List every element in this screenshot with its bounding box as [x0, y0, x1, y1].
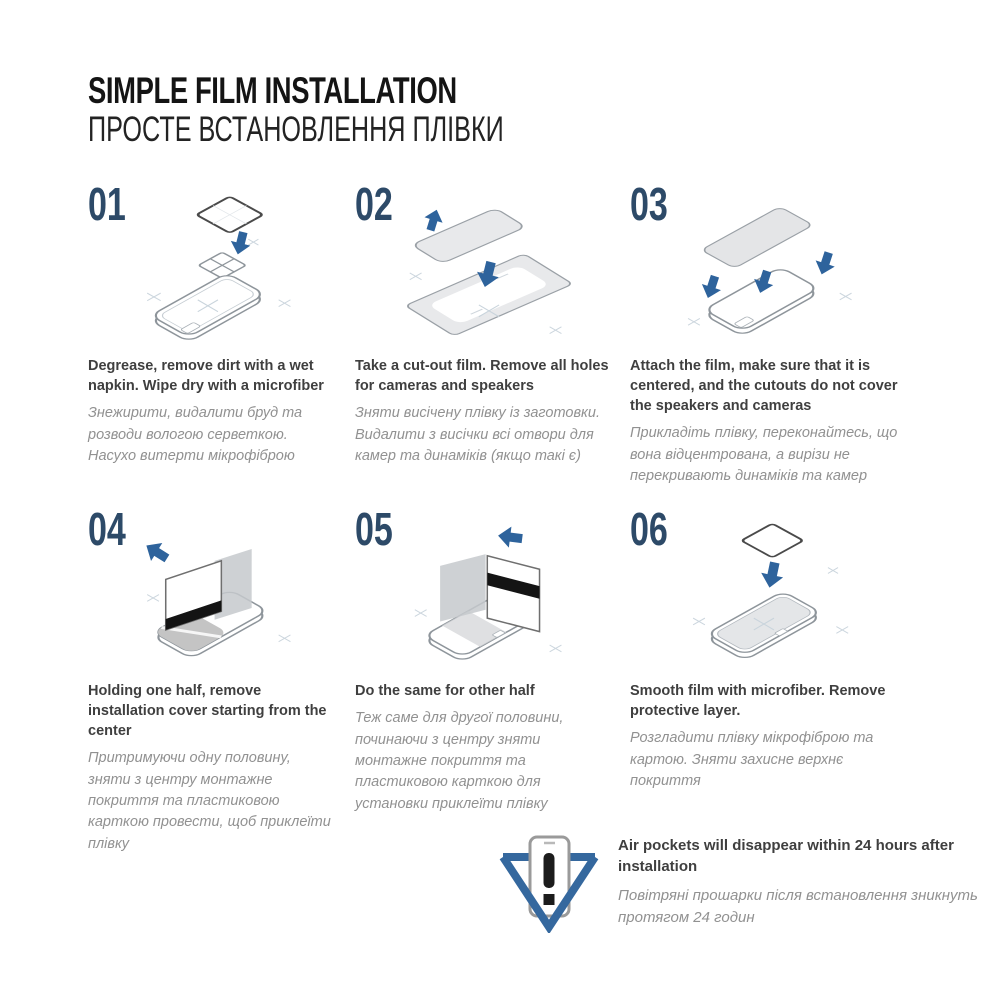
air-pockets-note: [497, 831, 1000, 938]
step-01-text-uk: Знежирити, видалити бруд та розводи вологою серветкою. Насухо витерти мікрофіброю: [88, 405, 303, 464]
down-arrow-icon: [759, 560, 786, 590]
peeled-cover-flap: [487, 556, 539, 632]
step-04-number: 04: [88, 503, 126, 555]
step-06-text-en: Smooth film with microfiber. Remove protective layer.: [630, 683, 886, 720]
step-03-text-en: Attach the film, make sure that it is centered, and the cutouts do not cover the speakers and cameras: [630, 358, 898, 415]
step-03: [630, 178, 920, 510]
step-01-text-en: Degrease, remove dirt with a wet napkin. Wipe dry with a microfiber: [88, 358, 324, 395]
step-05: [355, 503, 630, 835]
step-06: [630, 503, 920, 835]
step-03-number: 03: [630, 178, 668, 230]
note-text-uk: Повітряні прошарки після встановлення зникнуть протягом 24 годин: [618, 887, 978, 926]
page-title: SIMPLE FILM INSTALLATION: [88, 70, 457, 111]
air-pockets-warning-icon: [497, 831, 601, 938]
step-02-text-uk: Зняти висічену плівку із заготовки. Видалити з висічки всі отвори для камер та динаміків (якщо такі є): [355, 405, 600, 464]
down-arrow-icon: [812, 250, 838, 278]
step-05-text-uk: Теж саме для другої половини, починаючи з центру зняти монтажне покриття та пластиковою карткою для установки приклеїти плівку: [355, 710, 564, 812]
step-05-text-en: Do the same for other half: [355, 683, 535, 700]
microfiber-cloth-icon: [198, 252, 246, 278]
step-04-text-uk: Притримуючи одну половину, зняти з центру монтажне покриття та пластиковою карткою провести, щоб приклеїти плівку: [88, 750, 331, 852]
note-text: [618, 831, 1000, 929]
page-subtitle: ПРОСТЕ ВСТАНОВЛЕННЯ ПЛІВКИ: [88, 109, 504, 149]
note-text-en: Air pockets will disappear within 24 hours after installation: [618, 837, 954, 875]
step-03-text-uk: Прикладіть плівку, переконайтесь, що вона відцентрована, а вирізи не перекривають динаміків та камер: [630, 425, 898, 484]
step-04-text-en: Holding one half, remove installation cover starting from the center: [88, 683, 327, 740]
step-02-number: 02: [355, 178, 393, 230]
step-06-number: 06: [630, 503, 668, 555]
step-02: [355, 178, 630, 510]
step-05-number: 05: [355, 503, 393, 555]
step-01: [88, 178, 355, 510]
down-arrow-icon: [698, 273, 724, 301]
step-01-number: 01: [88, 178, 126, 230]
down-arrow-icon: [228, 230, 253, 257]
steps-grid: [88, 178, 920, 852]
plastic-card: [440, 554, 486, 621]
step-04: [88, 503, 355, 852]
exclamation-mark: [544, 853, 555, 888]
page-header: [88, 72, 665, 148]
step-06-text-uk: Розгладити плівку мікрофіброю та картою. Зняти захисне верхнє покриття: [630, 730, 874, 789]
step-02-text-en: Take a cut-out film. Remove all holes for cameras and speakers: [355, 358, 609, 395]
